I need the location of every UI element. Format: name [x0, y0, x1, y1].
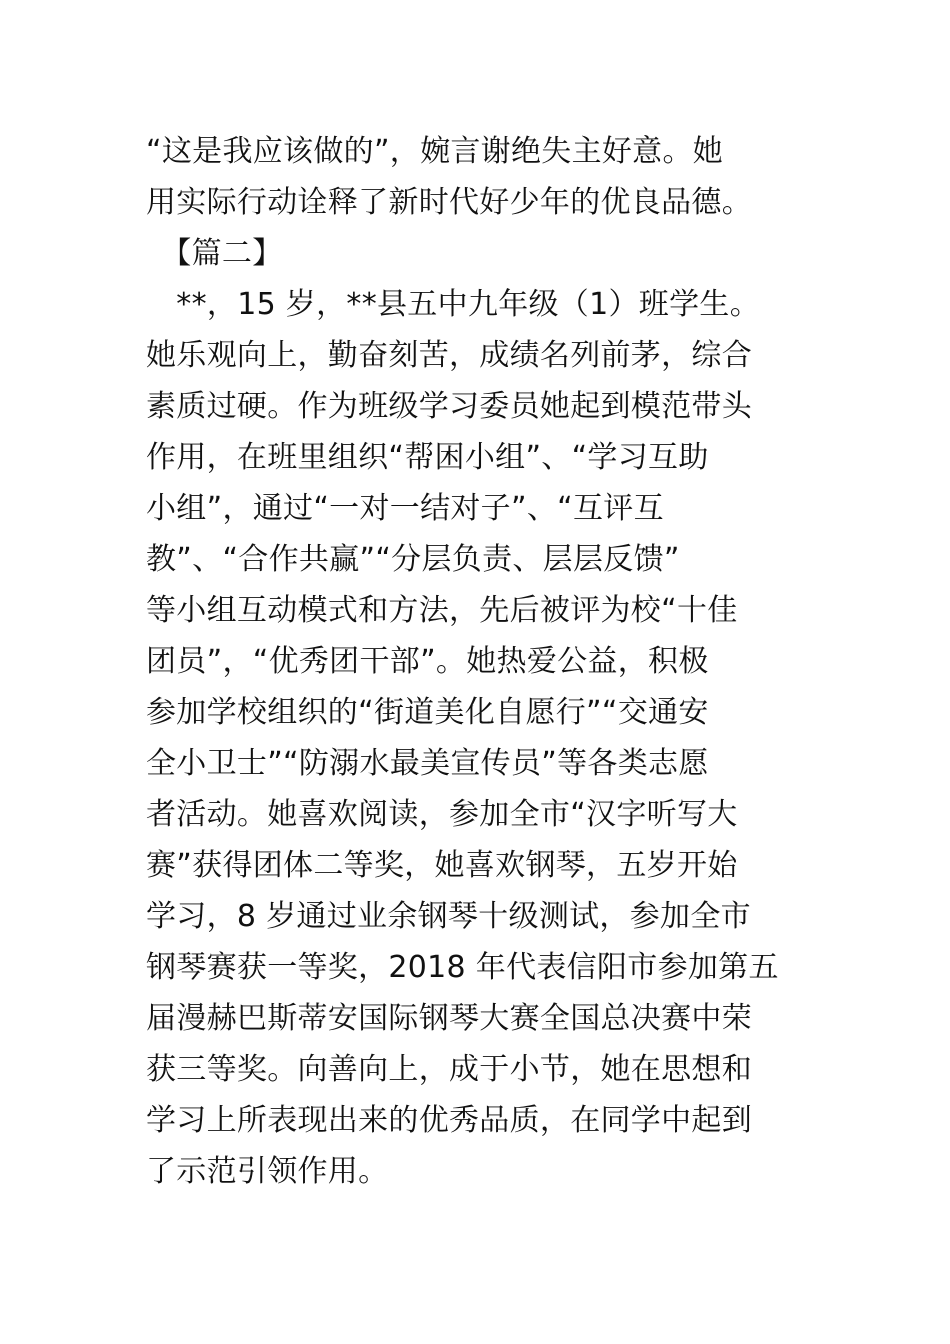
paragraph-line: 钢琴赛获一等奖，2018 年代表信阳市参加第五 [146, 950, 779, 985]
paragraph-line: “这是我应该做的”，婉言谢绝失主好意。她 [146, 134, 724, 169]
paragraph-line: 用实际行动诠释了新时代好少年的优良品德。 [146, 185, 752, 220]
paragraph-line: 赛”获得团体二等奖，她喜欢钢琴，五岁开始 [146, 848, 738, 883]
paragraph-line: 她乐观向上，勤奋刻苦，成绩名列前茅，综合 [146, 338, 752, 373]
paragraph-line: 全小卫士”“防溺水最美宣传员”等各类志愿 [146, 746, 709, 781]
paragraph-line: **，15 岁，**县五中九年级（1）班学生。 [146, 287, 760, 322]
paragraph-line: 获三等奖。向善向上，成于小节，她在思想和 [146, 1052, 752, 1087]
paragraph-line: 届漫赫巴斯蒂安国际钢琴大赛全国总决赛中荣 [146, 1001, 752, 1036]
paragraph-line: 教”、“合作共赢”“分层负责、层层反馈” [146, 542, 680, 577]
paragraph-line: 参加学校组织的“街道美化自愿行”“交通安 [146, 695, 709, 730]
paragraph-line: 团员”，“优秀团干部”。她热爱公益，积极 [146, 644, 709, 679]
paragraph-line: 者活动。她喜欢阅读，参加全市“汉字听写大 [146, 797, 738, 832]
paragraph-line: 学习，8 岁通过业余钢琴十级测试，参加全市 [146, 899, 751, 934]
paragraph-line: 小组”，通过“一对一结对子”、“互评互 [146, 491, 664, 526]
paragraph-line: 学习上所表现出来的优秀品质，在同学中起到 [146, 1103, 752, 1138]
paragraph-line: 素质过硬。作为班级学习委员她起到模范带头 [146, 389, 752, 424]
section-heading: 【篇二】 [146, 236, 283, 271]
paragraph-line: 作用，在班里组织“帮困小组”、“学习互助 [146, 440, 709, 475]
paragraph-line: 了示范引领作用。 [146, 1154, 389, 1189]
paragraph-line: 等小组互动模式和方法，先后被评为校“十佳 [146, 593, 738, 628]
document-body [146, 126, 826, 1197]
